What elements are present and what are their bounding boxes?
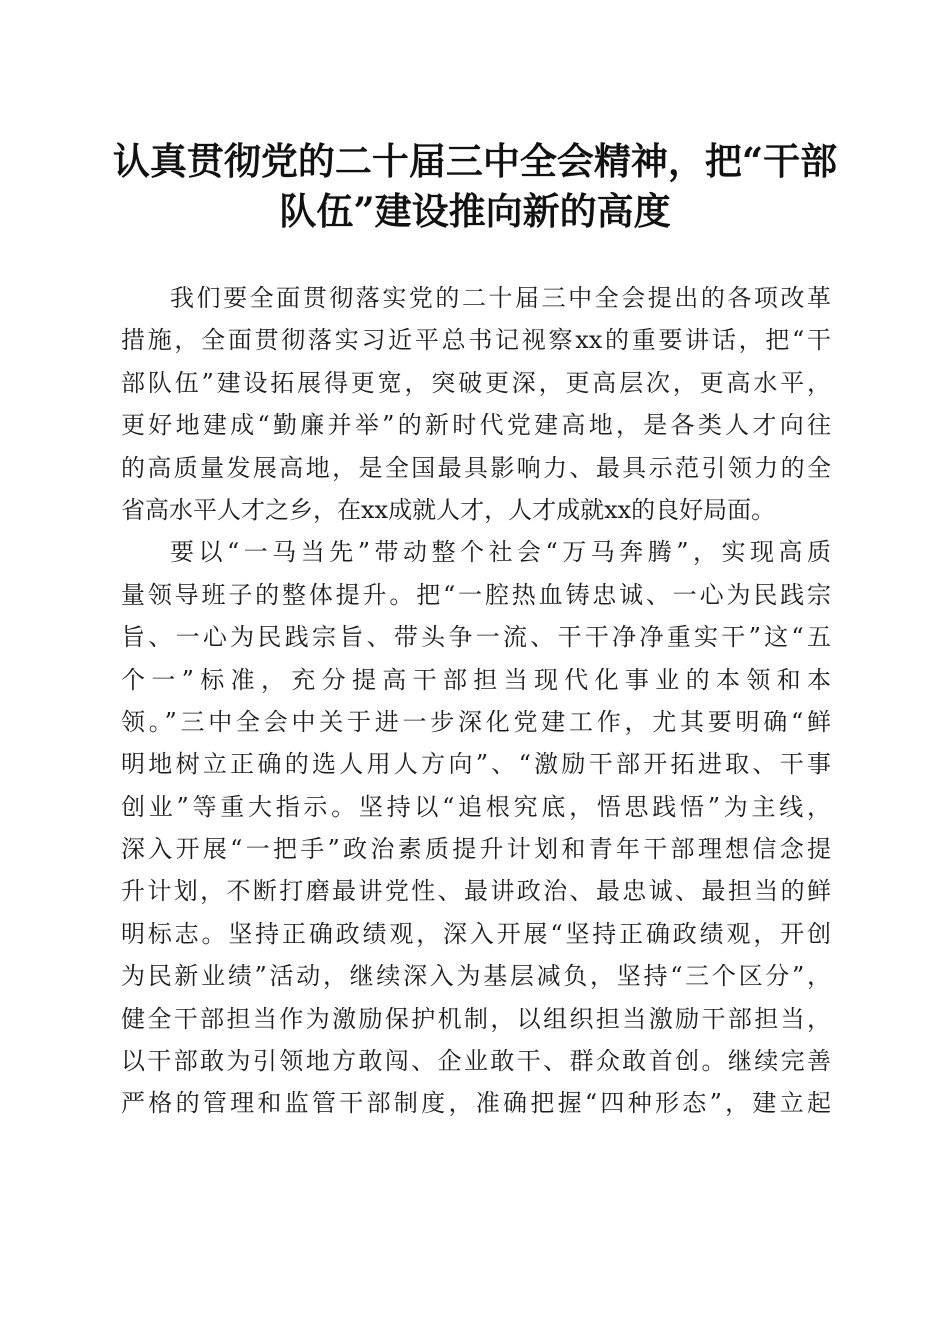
text-line: 明标志。坚持正确政绩观，深入开展“坚持正确政绩观，开创 bbox=[121, 919, 831, 948]
text-line: 深入开展“一把手”政治素质提升计划和青年干部理想信念提 bbox=[121, 835, 831, 864]
paragraph-2 bbox=[121, 531, 831, 1124]
text-line: 严格的管理和监管干部制度，准确把握“四种形态”，建立起 bbox=[121, 1089, 831, 1118]
text-line: 升计划，不断打磨最讲党性、最讲政治、最忠诚、最担当的鲜 bbox=[121, 877, 831, 906]
text-line: 更好地建成“勤廉并举”的新时代党建高地，是各类人才向往 bbox=[121, 411, 831, 440]
text-line: 健全干部担当作为激励保护机制，以组织担当激励干部担当， bbox=[121, 1004, 831, 1033]
text-line: 我们要全面贯彻落实党的二十届三中全会提出的各项改革 bbox=[170, 284, 831, 312]
text-line: 创业”等重大指示。坚持以“追根究底，悟思践悟”为主线， bbox=[121, 792, 831, 821]
text-line: 部队伍”建设拓展得更宽，突破更深，更高层次，更高水平， bbox=[121, 368, 831, 397]
text-line: 旨、一心为民践宗旨、带头争一流、干干净净重实干”这“五 bbox=[121, 623, 831, 652]
text-line: 省高水平人才之乡，在xx成就人才，人才成就xx的良好局面。 bbox=[121, 495, 776, 524]
text-line: 以干部敢为引领地方敢闯、企业敢干、群众敢首创。继续完善 bbox=[121, 1047, 831, 1076]
text-line: 领。”三中全会中关于进一步深化党建工作，尤其要明确“鲜 bbox=[121, 707, 831, 736]
text-line: 明地树立正确的选人用人方向”、“激励干部开拓进取、干事 bbox=[121, 750, 831, 779]
text-line: 措施，全面贯彻落实习近平总书记视察xx的重要讲话，把“干 bbox=[121, 326, 831, 355]
text-line: 的高质量发展高地，是全国最具影响力、最具示范引领力的全 bbox=[121, 453, 831, 482]
text-line: 个一”标准，充分提高干部担当现代化事业的本领和本 bbox=[121, 665, 831, 694]
title-line: 队伍”建设推向新的高度 bbox=[279, 189, 671, 233]
text-line: 量领导班子的整体提升。把“一腔热血铸忠诚、一心为民践宗 bbox=[121, 580, 831, 609]
title-line: 认真贯彻党的二十届三中全会精神，把“干部 bbox=[112, 139, 838, 183]
paragraph-1 bbox=[121, 277, 831, 531]
document-body bbox=[121, 277, 831, 1125]
text-line: 要以“一马当先”带动整个社会“万马奔腾”，实现高质 bbox=[170, 538, 831, 567]
document-title bbox=[100, 136, 850, 236]
text-line: 为民新业绩”活动，继续深入为基层减负，坚持“三个区分”， bbox=[121, 962, 831, 991]
